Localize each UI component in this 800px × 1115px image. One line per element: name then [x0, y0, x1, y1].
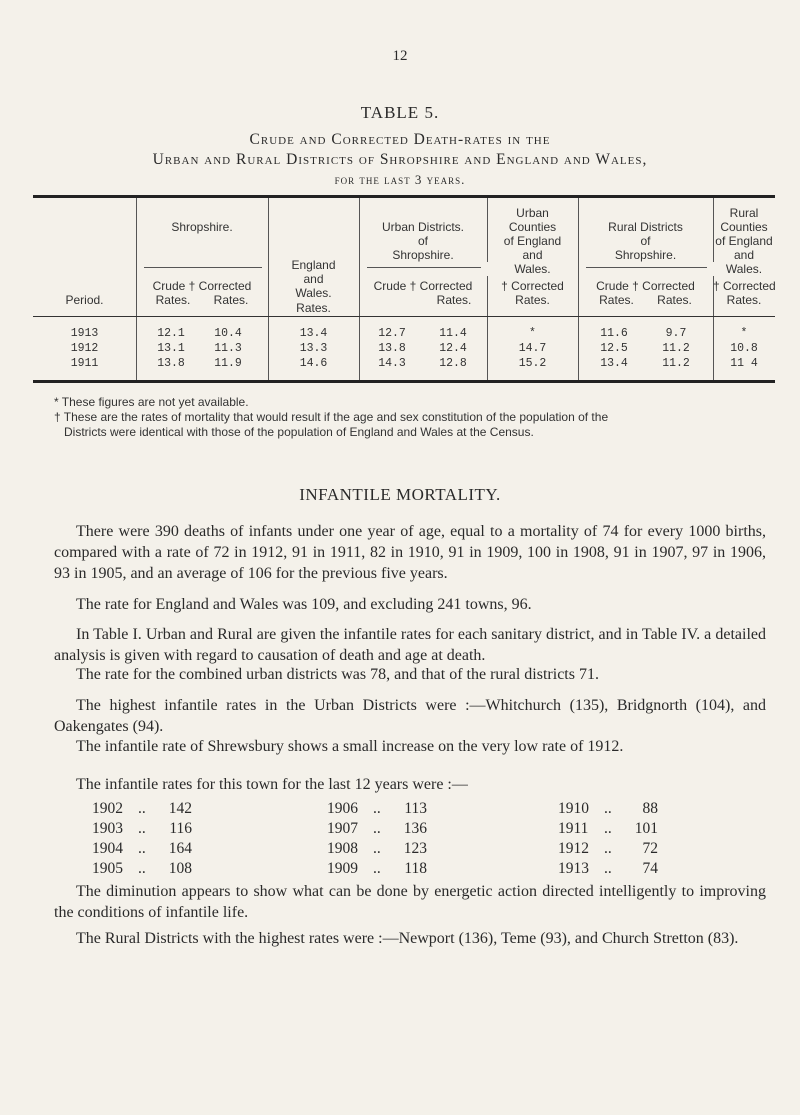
leader-dots: .. [604, 800, 612, 817]
subtitle-line-1: Crude and Corrected Death-rates in the [249, 131, 551, 148]
year: 1910 [558, 800, 589, 817]
header-rural-crude: Crude † Corrected [596, 279, 695, 293]
header-urban-crude: Crude † Corrected [373, 279, 473, 293]
header-rural-counties-1: Rural [729, 206, 759, 220]
paragraph: The infantile rates for this town for the last 12 years were :— [76, 776, 468, 793]
cell-urban-counties: * [529, 327, 536, 340]
leader-dots: .. [373, 860, 381, 877]
cell-urban-corrected: 12.8 [439, 357, 467, 370]
header-urban-counties-1: Urban [516, 206, 549, 220]
list-item [92, 819, 732, 839]
header-urban-counties-3: of England [503, 234, 562, 248]
cell-rural-counties: 11 4 [730, 357, 758, 370]
header-period: Period. [65, 293, 104, 307]
list-item [92, 859, 732, 879]
cell-shropshire-crude: 12.1 [157, 327, 185, 340]
year: 1902 [92, 800, 123, 817]
header-urban-of: of [417, 234, 428, 248]
rate: 116 [169, 820, 192, 837]
header-england-rates: Rates. [296, 301, 331, 315]
paragraph: In Table I. Urban and Rural are given the infantile rates for each sanitary district, and in Table IV. a detailed analysis is given with regard to causation of death and age at death. [54, 626, 766, 664]
header-urban-counties-4: and [522, 248, 543, 262]
cell-urban-counties: 14.7 [518, 342, 547, 355]
header-shropshire-crude: Crude † Corrected [152, 279, 252, 293]
header-urban-counties-2: Counties [508, 220, 557, 234]
paragraph: The Rural Districts with the highest rates were :—Newport (136), Teme (93), and Church Stretton (83). [76, 930, 739, 947]
header-urban-districts: Urban Districts. [381, 220, 464, 234]
footnote-dagger-line-2: Districts were identical with those of the population of England and Wales at the Census. [64, 425, 534, 439]
death-rates-table [33, 195, 775, 383]
header-urban-counties-5: Wales. [487, 262, 578, 276]
leader-dots: .. [138, 860, 146, 877]
header-urban-shropshire: Shropshire. [392, 248, 454, 262]
paragraph: The highest infantile rates in the Urban Districts were :—Whitchurch (135), Bridgnorth (104), and Oakengates (94). [54, 697, 766, 735]
rate: 101 [634, 820, 658, 837]
cell-period: 1911 [70, 357, 99, 370]
infant-rates-list [92, 799, 732, 879]
cell-rural-crude: 13.4 [600, 357, 628, 370]
cell-period: 1912 [70, 342, 99, 355]
rate: 136 [403, 820, 427, 837]
leader-dots: .. [373, 840, 381, 857]
cell-rural-crude: 12.5 [600, 342, 628, 355]
header-england-and: and [303, 272, 324, 286]
header-england-wales: Wales. [295, 286, 332, 300]
header-rural-of: of [640, 234, 651, 248]
rate: 142 [168, 800, 192, 817]
subtitle-line-3: for the last 3 years. [334, 172, 466, 187]
leader-dots: .. [373, 800, 381, 817]
header-rural-counties-5: Wales. [713, 262, 775, 276]
header-rural-rates: Rates. Rates. [599, 293, 692, 307]
leader-dots: .. [138, 820, 146, 837]
paragraph: The infantile rate of Shrewsbury shows a small increase on the very low rate of 1912. [76, 738, 624, 755]
cell-shropshire-crude: 13.8 [157, 357, 185, 370]
cell-urban-counties: 15.2 [518, 357, 547, 370]
leader-dots: .. [604, 860, 612, 877]
year: 1904 [92, 840, 123, 857]
header-rural-counties-corrected: † Corrected [713, 279, 776, 293]
year: 1913 [558, 860, 589, 877]
header-rural-counties-rates: Rates. [726, 293, 762, 307]
header-urban-counties-rates: Rates. [515, 293, 550, 307]
rate: 108 [168, 860, 192, 877]
cell-england-wales: 14.6 [299, 357, 328, 370]
header-rural-shropshire: Shropshire. [614, 248, 677, 262]
footnote-star: * These figures are not yet available. [54, 395, 249, 409]
cell-urban-crude: 13.8 [378, 342, 406, 355]
header-rule [144, 267, 262, 268]
cell-rural-crude: 11.6 [600, 327, 628, 340]
leader-dots: .. [138, 800, 146, 817]
year: 1903 [92, 820, 123, 837]
list-item [92, 799, 732, 819]
leader-dots: .. [373, 820, 381, 837]
header-rule [586, 267, 707, 268]
year: 1908 [327, 840, 358, 857]
paragraph: There were 390 deaths of infants under one year of age, equal to a mortality of 74 for every 1000 births, compared with a rate of 72 in 1912, 91 in 1911, 82 in 1910, 91 in 1909, 100 in 1908, 91 in 1907, 97 in 1906, 93 in 1905, and an average of 106 for the previous five years. [54, 523, 766, 582]
table-subtitle [40, 130, 760, 190]
cell-rural-corrected: 9.7 [665, 327, 687, 340]
header-rule [367, 267, 481, 268]
cell-urban-corrected: 11.4 [439, 327, 467, 340]
leader-dots: .. [604, 840, 612, 857]
cell-urban-crude: 12.7 [378, 327, 406, 340]
cell-england-wales: 13.4 [299, 327, 328, 340]
list-item [92, 839, 732, 859]
year: 1911 [558, 820, 589, 837]
subtitle-line-2: Urban and Rural Districts of Shropshire and England and Wales, [152, 151, 648, 168]
cell-shropshire-corrected: 10.4 [214, 327, 242, 340]
rate: 118 [404, 860, 427, 877]
header-shropshire: Shropshire. [171, 220, 233, 234]
header-england: England [291, 258, 336, 272]
table-title: TABLE 5. [360, 103, 440, 122]
header-bottom-rule [33, 316, 775, 317]
header-urban-rates: Rates. [436, 293, 472, 307]
footnote-dagger-line-1: † These are the rates of mortality that would result if the age and sex constitution of the population of the [54, 410, 609, 424]
leader-dots: .. [138, 840, 146, 857]
rate: 113 [404, 800, 427, 817]
rate: 72 [642, 840, 658, 857]
cell-urban-corrected: 12.4 [439, 342, 467, 355]
rate: 123 [403, 840, 427, 857]
header-urban-counties-corrected: † Corrected [501, 279, 564, 293]
page-number: 12 [392, 48, 408, 64]
rate: 88 [642, 800, 658, 817]
header-rural-counties-2: Counties [720, 220, 768, 234]
rate: 74 [642, 860, 658, 877]
header-rural-districts: Rural Districts [608, 220, 683, 234]
cell-urban-crude: 14.3 [378, 357, 406, 370]
header-shropshire-rates: Rates. Rates. [155, 293, 249, 307]
year: 1907 [327, 820, 358, 837]
paragraph: The diminution appears to show what can be done by energetic action directed intelligently to improving the conditions of infantile life. [54, 883, 766, 921]
table-footnotes [54, 395, 764, 440]
cell-rural-counties: * [740, 327, 748, 340]
year: 1905 [92, 860, 123, 877]
paragraph: The rate for England and Wales was 109, and excluding 241 towns, 96. [76, 596, 532, 613]
cell-england-wales: 13.3 [299, 342, 328, 355]
year: 1909 [327, 860, 358, 877]
cell-shropshire-corrected: 11.3 [214, 342, 242, 355]
cell-period: 1913 [70, 327, 99, 340]
cell-rural-corrected: 11.2 [662, 357, 690, 370]
rate: 164 [168, 840, 192, 857]
leader-dots: .. [604, 820, 612, 837]
header-rural-counties-3: of England [715, 234, 773, 248]
year: 1906 [327, 800, 358, 817]
section-heading: INFANTILE MORTALITY. [299, 485, 501, 504]
cell-shropshire-corrected: 11.9 [214, 357, 242, 370]
cell-rural-corrected: 11.2 [662, 342, 690, 355]
cell-shropshire-crude: 13.1 [157, 342, 185, 355]
cell-rural-counties: 10.8 [730, 342, 758, 355]
year: 1912 [558, 840, 589, 857]
header-rural-counties-4: and [733, 248, 755, 262]
paragraph: The rate for the combined urban districts was 78, and that of the rural districts 71. [76, 666, 599, 683]
